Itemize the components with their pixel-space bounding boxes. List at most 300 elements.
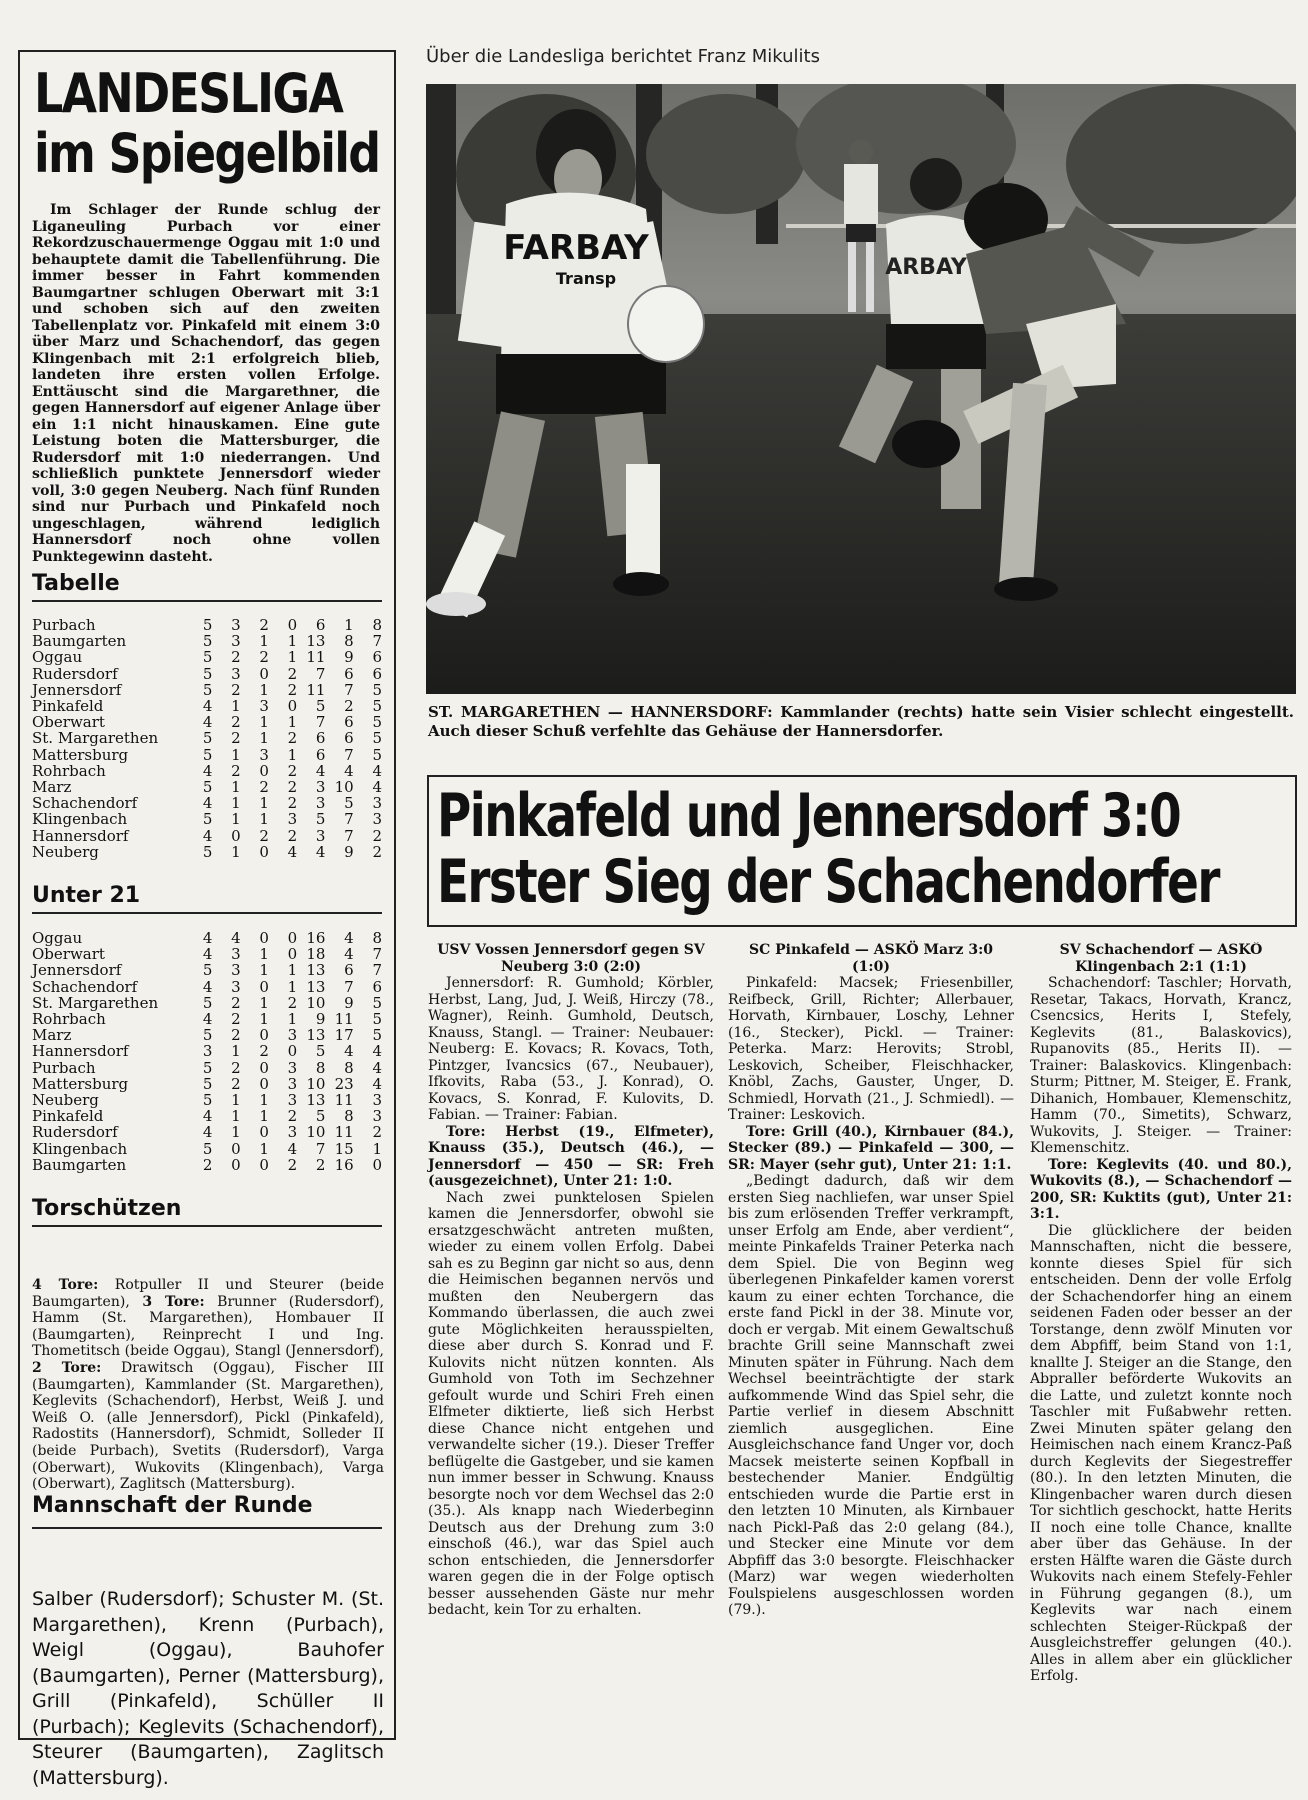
stat-cell: 7 [344,977,354,996]
shirt-text-3: ARBAY [885,255,967,280]
team-name-cell: Klingenbach [32,810,128,829]
article-column-3 [1030,942,1292,1762]
stat-cell: 2 [259,648,269,667]
stat-cell: 5 [372,680,382,699]
stat-cell: 11 [334,1091,354,1110]
team-name-cell: St. Margarethen [32,729,159,748]
table-row [32,698,382,714]
stat-cell: 2 [231,713,241,732]
stat-cell: 4 [344,1042,354,1061]
stat-cell: 15 [334,1139,354,1158]
stat-cell: 0 [259,1074,269,1093]
stat-cell: 3 [372,1107,382,1126]
team-name-cell: Pinkafeld [32,697,104,716]
stat-cell: 3 [372,810,382,829]
stat-cell: 1 [231,842,241,861]
table-row [32,979,382,995]
table-row [32,1157,382,1173]
stat-cell: 3 [287,1074,298,1093]
stat-cell: 1 [259,993,269,1012]
table-row [32,747,382,763]
stat-cell: 1 [372,1139,382,1158]
team-name-cell: Rohrbach [32,1010,106,1029]
article-column-2 [728,942,1014,1619]
tore-4-label: 4 Tore: [32,1277,99,1293]
stat-cell: 2 [315,1155,326,1174]
stat-cell: 1 [259,680,269,699]
stat-cell: 5 [372,697,382,716]
stat-cell: 4 [344,929,354,947]
stat-cell: 2 [287,729,298,748]
table-row [32,1108,382,1124]
team-name-cell: Oberwart [32,713,105,732]
stat-cell: 4 [202,977,213,996]
col3-tore: Tore: Keglevits (40. und 80.), Wukovits (8.), — Schachendorf — 200, SR: Kuktits (gut), Unter 21: 3:1. [1030,1156,1292,1222]
team-name-cell: Oggau [32,929,83,947]
stat-cell: 5 [202,1139,213,1158]
stat-cell: 10 [334,778,354,797]
stat-cell: 2 [372,842,382,861]
stat-cell: 1 [231,1107,241,1126]
table-row [32,811,382,827]
stat-cell: 3 [315,794,326,813]
stat-cell: 5 [372,729,382,748]
table-row [32,844,382,860]
stat-cell: 4 [372,1058,382,1077]
stat-cell: 2 [231,1010,241,1029]
stat-cell: 1 [259,632,269,651]
table-row [32,714,382,730]
stat-cell: 4 [372,761,382,780]
stat-cell: 5 [202,1058,213,1077]
stat-cell: 2 [231,1058,241,1077]
stat-cell: 2 [287,664,298,683]
stat-cell: 4 [202,713,213,732]
stat-cell: 0 [259,1026,269,1045]
stat-cell: 5 [202,1026,213,1045]
stat-cell: 3 [315,826,326,845]
stat-cell: 1 [231,794,241,813]
stat-cell: 9 [315,1010,326,1029]
stat-cell: 1 [231,1091,241,1110]
stat-cell: 0 [259,761,269,780]
tore-3-label: 3 Tore: [142,1293,205,1310]
stat-cell: 0 [287,929,298,947]
stat-cell: 8 [344,632,354,651]
table-row [32,1043,382,1059]
stat-cell: 7 [315,664,326,683]
stat-cell: 4 [315,842,326,861]
col1-body: Nach zwei punktelosen Spielen kamen die Jennersdorfer, obwohl sie ersatzgeschwächt antreten mußten, wieder zu einem vollen Erfolg. Dabei sah es zu Beginn gar nicht so aus, denn die Heimischen begannen nervös und mußten den Neubergern das Kommando überlassen, die auch zwei gute Möglichkeiten herausspielten, diese aber durch S. Konrad und F. Kulovits nicht nützen konnten. Als Gumhold von Toth im Sechzehner gefoult wurde und Schiri Freh einen Elfmeter diktierte, ließ sich Herbst diese Chance nicht entgehen und verwandelte sicher (19.). Dieser Treffer beflügelte die Gastgeber, und sie kamen nun immer besser in Schwung. Knauss besorgte noch vor dem Wechsel das 2:0 (35.). Als knapp nach Wiederbeginn Deutsch aus der Drehung zum 3:0 einschoß (46.), war das Spiel auch schon entschieden, die Jennersdorfer waren gegen die in der Folge optisch besser aussehenden Gäste nur mehr bedacht, kein Tor zu erhalten. [428,1189,715,1618]
stat-cell: 5 [372,713,382,732]
stat-cell: 2 [287,794,298,813]
stat-cell: 3 [231,961,241,980]
stat-cell: 7 [344,810,354,829]
stat-cell: 1 [259,1139,269,1158]
stat-cell: 1 [231,1042,241,1061]
stat-cell: 13 [306,1091,326,1110]
stat-cell: 2 [259,826,269,845]
team-name-cell: Jennersdorf [32,680,122,699]
team-name-cell: Rohrbach [32,761,106,780]
stat-cell: 4 [287,842,298,861]
stat-cell: 4 [202,826,213,845]
table-row [32,649,382,665]
stat-cell: 4 [372,778,382,797]
stat-cell: 5 [202,729,213,748]
stat-cell: 11 [306,680,326,699]
tore-4-text: Rotpuller II und Steurer (beide Baumgarten), [32,1277,385,1310]
stat-cell: 11 [306,648,326,667]
table-row [32,730,382,746]
mannschaft-text: Salber (Rudersdorf); Schuster M. (St. Margarethen), Krenn (Purbach), Weigl (Oggau), Bauhofer (Baumgarten), Perner (Mattersburg), Grill (Pinkafeld), Schüller II (Purbach); Keglevits (Schachendorf), Steurer (Baumgarten), Zaglitsch (Mattersburg). [32,1588,384,1789]
stat-cell: 2 [231,680,241,699]
intro-text: Im Schlager der Runde schlug der Liganeuling Purbach vor einer Rekordzuschauermenge Oggau mit 1:0 und behauptete damit die Tabellenführung. Die immer besser in Fahrt kommenden Baumgartner schlugen Oberwart mit 3:1 und schoben sich auf den zweiten Tabellenplatz vor. Pinkafeld mit einem 3:0 über Marz und Schachendorf, das gegen Klingenbach mit 2:1 erfolgreich blieb, landeten ihre ersten vollen Erfolge. Enttäuscht sind die Margarethner, die gegen Hannersdorf auf eigener Anlage über ein 1:1 nicht hinauskamen. Eine gute Leistung boten die Mattersburger, die Rudersdorf mit 1:0 niederrangen. Und schließlich punktete Jennersdorf wieder voll, 3:0 gegen Neuberg. Nach fünf Runden sind nur Purbach und Pinkafeld noch ungeschlagen, während lediglich Hannersdorf noch ohne vollen Punktegewinn dasteht. [32,202,380,565]
table-row [32,633,382,649]
stat-cell: 1 [287,648,298,667]
photo-illustration [426,84,1296,694]
stat-cell: 23 [334,1074,354,1093]
stat-cell: 6 [315,616,326,634]
col3-title: SV Schachendorf — ASKÖ Klingenbach 2:1 (1:1) [1059,942,1263,975]
team-name-cell: Baumgarten [32,1155,127,1174]
stat-cell: 5 [315,1042,326,1061]
stat-cell: 13 [306,632,326,651]
stat-cell: 1 [259,810,269,829]
stat-cell: 5 [202,778,213,797]
stat-cell: 2 [287,1155,298,1174]
table-row [32,1124,382,1140]
stat-cell: 7 [372,961,382,980]
team-name-cell: Rudersdorf [32,664,118,683]
stat-cell: 4 [344,761,354,780]
stat-cell: 0 [259,1155,269,1174]
headline-line2: Erster Sieg der Schachendorfer [437,847,1219,917]
stat-cell: 3 [287,1123,298,1142]
stat-cell: 5 [202,810,213,829]
stat-cell: 3 [202,1042,213,1061]
stat-cell: 2 [287,680,298,699]
stat-cell: 5 [315,810,326,829]
stat-cell: 3 [372,794,382,813]
stat-cell: 6 [372,664,382,683]
stat-cell: 4 [202,929,213,947]
stat-cell: 8 [372,616,382,634]
stat-cell: 3 [287,1058,298,1077]
stat-cell: 5 [202,680,213,699]
team-name-cell: Baumgarten [32,632,127,651]
stat-cell: 5 [202,745,213,764]
stat-cell: 5 [372,1010,382,1029]
stat-cell: 5 [202,961,213,980]
stat-cell: 6 [372,648,382,667]
tore-2-text: Drawitsch (Oggau), Fischer III (Baumgarten), Kammlander (St. Margarethen), Keglevits (Schachendorf), Herbst, Weiß J. und Weiß O. (alle Jennersdorf), Pickl (Pinkafeld), Radostits (Hannersdorf), Schmidt, Solleder II (beide Purbach), Svetits (Rudersdorf), Varga (Oberwart), Wukovits (Klingenbach), Varga (Oberwart), Zaglitsch (Mattersburg). [32,1359,385,1493]
table-row [32,995,382,1011]
table-row [32,1092,382,1108]
shirt-text-1: FARBAY [503,228,649,268]
stat-cell: 1 [259,945,269,964]
stat-cell: 3 [231,664,241,683]
stat-cell: 3 [259,745,269,764]
stat-cell: 5 [202,648,213,667]
stat-cell: 9 [344,993,354,1012]
stat-cell: 1 [287,745,298,764]
table-row [32,617,382,633]
stat-cell: 6 [344,729,354,748]
stat-cell: 5 [372,745,382,764]
unter21-heading: Unter 21 [32,884,382,914]
stat-cell: 4 [202,1010,213,1029]
stat-cell: 3 [231,977,241,996]
table-row [32,962,382,978]
col3-body: Die glücklichere der beiden Mannschaften, nicht die bessere, konnte dieses Spiel für sich entscheiden. Denn der volle Erfolg der Schachendorfer hing an einem seidenen Faden oder besser an der Torstange, denn zwölf Minuten vor dem Abpfiff, beim Stand von 1:1, knallte J. Steiger an die Stange, den Abpraller beförderte Wukovits an die Latte, und zuletzt konnte noch Taschler mit Fußabwehr retten. Zwei Minuten später gelang den Heimischen nach einem Krancz-Paß durch Keglevits der Siegestreffer (80.). In den letzten Minuten, die Klingenbacher waren durch diesen Tor sichtlich geschockt, hatte Herits II noch eine tolle Chance, knallte aber über das Gehäuse. In der ersten Hälfte waren die Gäste durch Wukovits nach einem Stefely-Fehler in Führung gegangen (8.), um Keglevits war nach einem schlechten Steiger-Rückpaß der Ausgleichstreffer gelungen (40.). Alles in allem aber ein glücklicher Erfolg. [1030,1222,1292,1684]
left-column [18,50,396,1789]
stat-cell: 2 [231,648,241,667]
stat-cell: 0 [372,1155,382,1174]
stat-cell: 5 [315,697,326,716]
tore-2-label: 2 Tore: [32,1359,102,1376]
stat-cell: 5 [372,993,382,1012]
team-name-cell: Schachendorf [32,977,138,996]
stat-cell: 1 [287,961,298,980]
photo-caption: ST. MARGARETHEN — HANNERSDORF: Kammlander (rechts) hatte sein Visier schlecht eingestellt. Auch dieser Schuß verfehlte das Gehäuse der Hannersdorfer. [428,703,1294,740]
stat-cell: 2 [287,761,298,780]
stat-cell: 2 [259,778,269,797]
stat-cell: 4 [231,929,241,947]
table-row [32,828,382,844]
stat-cell: 5 [202,993,213,1012]
tore-3-text: Brunner (Rudersdorf), Hamm (St. Margarethen), Hombauer II (Baumgarten), Reinprecht I und Ing. Thometitsch (beide Oggau), Stangl (Jennersdorf), [32,1293,385,1360]
stat-cell: 1 [287,713,298,732]
stat-cell: 2 [287,826,298,845]
stat-cell: 1 [231,697,241,716]
stat-cell: 2 [287,993,298,1012]
stat-cell: 0 [259,1123,269,1142]
football [628,286,704,362]
stat-cell: 1 [259,961,269,980]
stat-cell: 7 [372,945,382,964]
stat-cell: 11 [334,1123,354,1142]
stat-cell: 0 [259,977,269,996]
stat-cell: 10 [306,1123,326,1142]
stat-cell: 0 [287,616,298,634]
stat-cell: 13 [306,1026,326,1045]
stat-cell: 1 [259,1091,269,1110]
table-row [32,779,382,795]
stat-cell: 7 [344,745,354,764]
stat-cell: 5 [202,842,213,861]
stat-cell: 5 [315,1107,326,1126]
stat-cell: 7 [372,632,382,651]
team-name-cell: St. Margarethen [32,993,159,1012]
stat-cell: 2 [202,1155,213,1174]
team-name-cell: Schachendorf [32,794,138,813]
team-name-cell: Hannersdorf [32,1042,129,1061]
col3-lineup: Schachendorf: Taschler; Horvath, Resetar, Takacs, Horvath, Krancz, Csencsics, Herits I, Stefely, Keglevits (81., Balaskovics), Rupanovits (85., Herits II). — Trainer: Balaskovics. Klingenbach: Sturm; Pittner, M. Steiger, E. Frank, Dihanich, Hombauer, Klemenschitz, Hamm (70., Simetits), Schwarz, Wukovits, J. Steiger. — Trainer: Klemenschitz. [1030,975,1292,1156]
stat-cell: 1 [287,977,298,996]
stat-cell: 1 [287,632,298,651]
stat-cell: 10 [306,1074,326,1093]
table-row [32,666,382,682]
table-row [32,1076,382,1092]
stat-cell: 5 [344,794,354,813]
team-name-cell: Purbach [32,616,96,634]
stat-cell: 1 [259,794,269,813]
stat-cell: 4 [202,1107,213,1126]
stat-cell: 2 [231,1074,241,1093]
main-headline [34,62,380,185]
stat-cell: 4 [202,697,213,716]
stat-cell: 0 [231,826,241,845]
stat-cell: 2 [259,616,269,634]
stat-cell: 7 [315,1139,326,1158]
stat-cell: 2 [372,1123,382,1142]
team-name-cell: Oberwart [32,945,105,964]
col1-lineup: Jennersdorf: R. Gumhold; Körbler, Herbst, Lang, Jud, J. Weiß, Hirczy (78., Wagner), Reinh. Gumhold, Deutsch, Knauss, Stangl. — Trainer: Neubauer: Neuberg: E. Kovacs; R. Kovacs, Toth, Pintzger, Ivancsics (67., Neubauer), Ifkovits, Raba (53., J. Konrad), O. Kovacs, S. Konrad, F. Kulovits, D. Fabian. — Trainer: Fabian. [428,975,714,1123]
stat-cell: 4 [202,794,213,813]
stat-cell: 5 [202,632,213,651]
stat-cell: 0 [231,1155,241,1174]
team-name-cell: Mattersburg [32,745,129,764]
team-name-cell: Oggau [32,648,83,667]
stat-cell: 3 [315,778,326,797]
stat-cell: 2 [231,1026,241,1045]
stat-cell: 0 [287,1042,298,1061]
stat-cell: 6 [315,745,326,764]
torschuetzen-text [32,1277,384,1493]
byline: Über die Landesliga berichtet Franz Mikulits [426,46,820,67]
main-headline-line1: LANDESLIGA [34,62,343,125]
table-row [32,1027,382,1043]
stat-cell: 1 [259,729,269,748]
stat-cell: 1 [344,616,354,634]
stat-cell: 2 [287,778,298,797]
stat-cell: 4 [315,761,326,780]
stat-cell: 1 [231,1123,241,1142]
stat-cell: 5 [202,1091,213,1110]
stat-cell: 1 [231,745,241,764]
stat-cell: 17 [334,1026,354,1045]
stat-cell: 8 [315,1058,326,1077]
team-name-cell: Hannersdorf [32,826,129,845]
stat-cell: 11 [334,1010,354,1029]
mannschaft-divider [32,1527,382,1529]
stat-cell: 8 [372,929,382,947]
stat-cell: 8 [344,1107,354,1126]
col1-title: USV Vossen Jennersdorf gegen SV Neuberg 3:0 (2:0) [437,942,705,975]
col2-lineup: Pinkafeld: Macsek; Friesenbiller, Reifbeck, Grill, Richter; Allerbauer, Horvath, Kirnbauer, Loschy, Lehner (16., Stecker), Pickl. — Trainer: Peterka. Marz: Herovits; Strobl, Leskovich, Scheiber, Fleischhacker, Knöbl, Zachs, Gauster, Unger, D. Schmiedl, Horvath (21., J. Schmiedl). — Trainer: Leskovich. [728,975,1014,1123]
table-row [32,1141,382,1157]
stat-cell: 4 [202,945,213,964]
team-name-cell: Jennersdorf [32,961,122,980]
stat-cell: 3 [231,945,241,964]
stat-cell: 7 [344,680,354,699]
stat-cell: 16 [334,1155,354,1174]
stat-cell: 0 [259,664,269,683]
stat-cell: 0 [287,945,298,964]
col1-tore: Tore: Herbst (19., Elfmeter), Knauss (35.), Deutsch (46.), — Jennersdorf — 450 — SR: Freh (ausgezeichnet), Unter 21: 1:0. [428,1123,714,1189]
mannschaft-heading: Mannschaft der Runde [32,1493,313,1518]
stat-cell: 1 [231,778,241,797]
stat-cell: 7 [344,826,354,845]
stat-cell: 4 [372,1074,382,1093]
stat-cell: 4 [344,945,354,964]
stat-cell: 5 [202,1074,213,1093]
stat-cell: 5 [202,616,213,634]
torschuetzen-heading: Torschützen [32,1197,382,1227]
col2-title: SC Pinkafeld — ASKÖ Marz 3:0 (1:0) [749,942,993,975]
stat-cell: 0 [259,842,269,861]
stat-cell: 5 [202,664,213,683]
team-name-cell: Pinkafeld [32,1107,104,1126]
stat-cell: 18 [306,945,326,964]
table-row [32,1060,382,1076]
stat-cell: 6 [372,977,382,996]
article-column-1 [428,942,714,1619]
stat-cell: 2 [344,697,354,716]
stat-cell: 2 [231,761,241,780]
stat-cell: 0 [259,1058,269,1077]
stat-cell: 1 [259,713,269,732]
stat-cell: 6 [344,961,354,980]
unter21-table [32,930,382,1173]
stat-cell: 3 [287,810,298,829]
stat-cell: 1 [287,1010,298,1029]
stat-cell: 1 [231,810,241,829]
stat-cell: 0 [259,929,269,947]
col2-body: „Bedingt dadurch, daß wir dem ersten Sieg nachliefen, war unser Spiel bis zum erlösenden Treffer verkrampft, unser Erfolg am Ende, aber verdient“, meinte Pinkafelds Trainer Peterka nach dem Spiel. Die von Beginn weg überlegenen Pinkafelder kamen vorerst kaum zu einer echten Torchance, die erste fand Pickl in der 38. Minute vor, doch er vergab. Mit einem Gewaltschuß brachte Grill seine Mannschaft zwei Minuten später in Führung. Nach dem Wechsel beeinträchtigte der stark aufkommende Wind das Spiel sehr, die Partie verlief in diesem Abschnitt ziemlich ausgeglichen. Eine Ausgleichschance fand Unger vor, doch Macsek meisterte seinen Kopfball in bestechender Manier. Endgültig entschieden wurde die Partie erst in den letzten 10 Minuten, als Kirnbauer nach Pickl-Paß das 2:0 gelang (84.), und Stecker eine Minute vor dem Abpfiff das 3:0 besorgte. Fleischhacker (Marz) war wegen wiederholten Foulspielens ausgeschlossen worden (79.). [728,1173,1014,1618]
stat-cell: 3 [287,1091,298,1110]
stat-cell: 4 [372,1042,382,1061]
stat-cell: 10 [306,993,326,1012]
stat-cell: 8 [344,1058,354,1077]
table-row [32,795,382,811]
table-row [32,682,382,698]
stat-cell: 2 [259,1042,269,1061]
tabelle-heading: Tabelle [32,572,382,602]
match-photo [426,84,1296,694]
stat-cell: 4 [202,1123,213,1142]
stat-cell: 4 [202,761,213,780]
team-name-cell: Mattersburg [32,1074,129,1093]
headline-line1: Pinkafeld und Jennersdorf 3:0 [437,781,1181,851]
stat-cell: 9 [344,842,354,861]
team-name-cell: Rudersdorf [32,1123,118,1142]
stat-cell: 2 [287,1107,298,1126]
team-name-cell: Neuberg [32,842,99,861]
stat-cell: 3 [372,1091,382,1110]
team-name-cell: Purbach [32,1058,96,1077]
stat-cell: 0 [287,697,298,716]
stat-cell: 3 [259,697,269,716]
col2-tore: Tore: Grill (40.), Kirnbauer (84.), Stecker (89.) — Pinkafeld — 300, — SR: Mayer (sehr gut), Unter 21: 1:1. [728,1123,1014,1173]
headline-box [427,775,1297,927]
stat-cell: 9 [344,648,354,667]
table-row [32,946,382,962]
table-row [32,763,382,779]
stat-cell: 4 [287,1139,298,1158]
stat-cell: 1 [259,1107,269,1126]
stat-cell: 0 [231,1139,241,1158]
table-row [32,1011,382,1027]
stat-cell: 6 [344,664,354,683]
team-name-cell: Klingenbach [32,1139,128,1158]
main-headline-line2: im Spiegelbild [34,122,380,185]
table-row [32,930,382,946]
stat-cell: 7 [315,713,326,732]
stat-cell: 3 [287,1026,298,1045]
stat-cell: 1 [259,1010,269,1029]
